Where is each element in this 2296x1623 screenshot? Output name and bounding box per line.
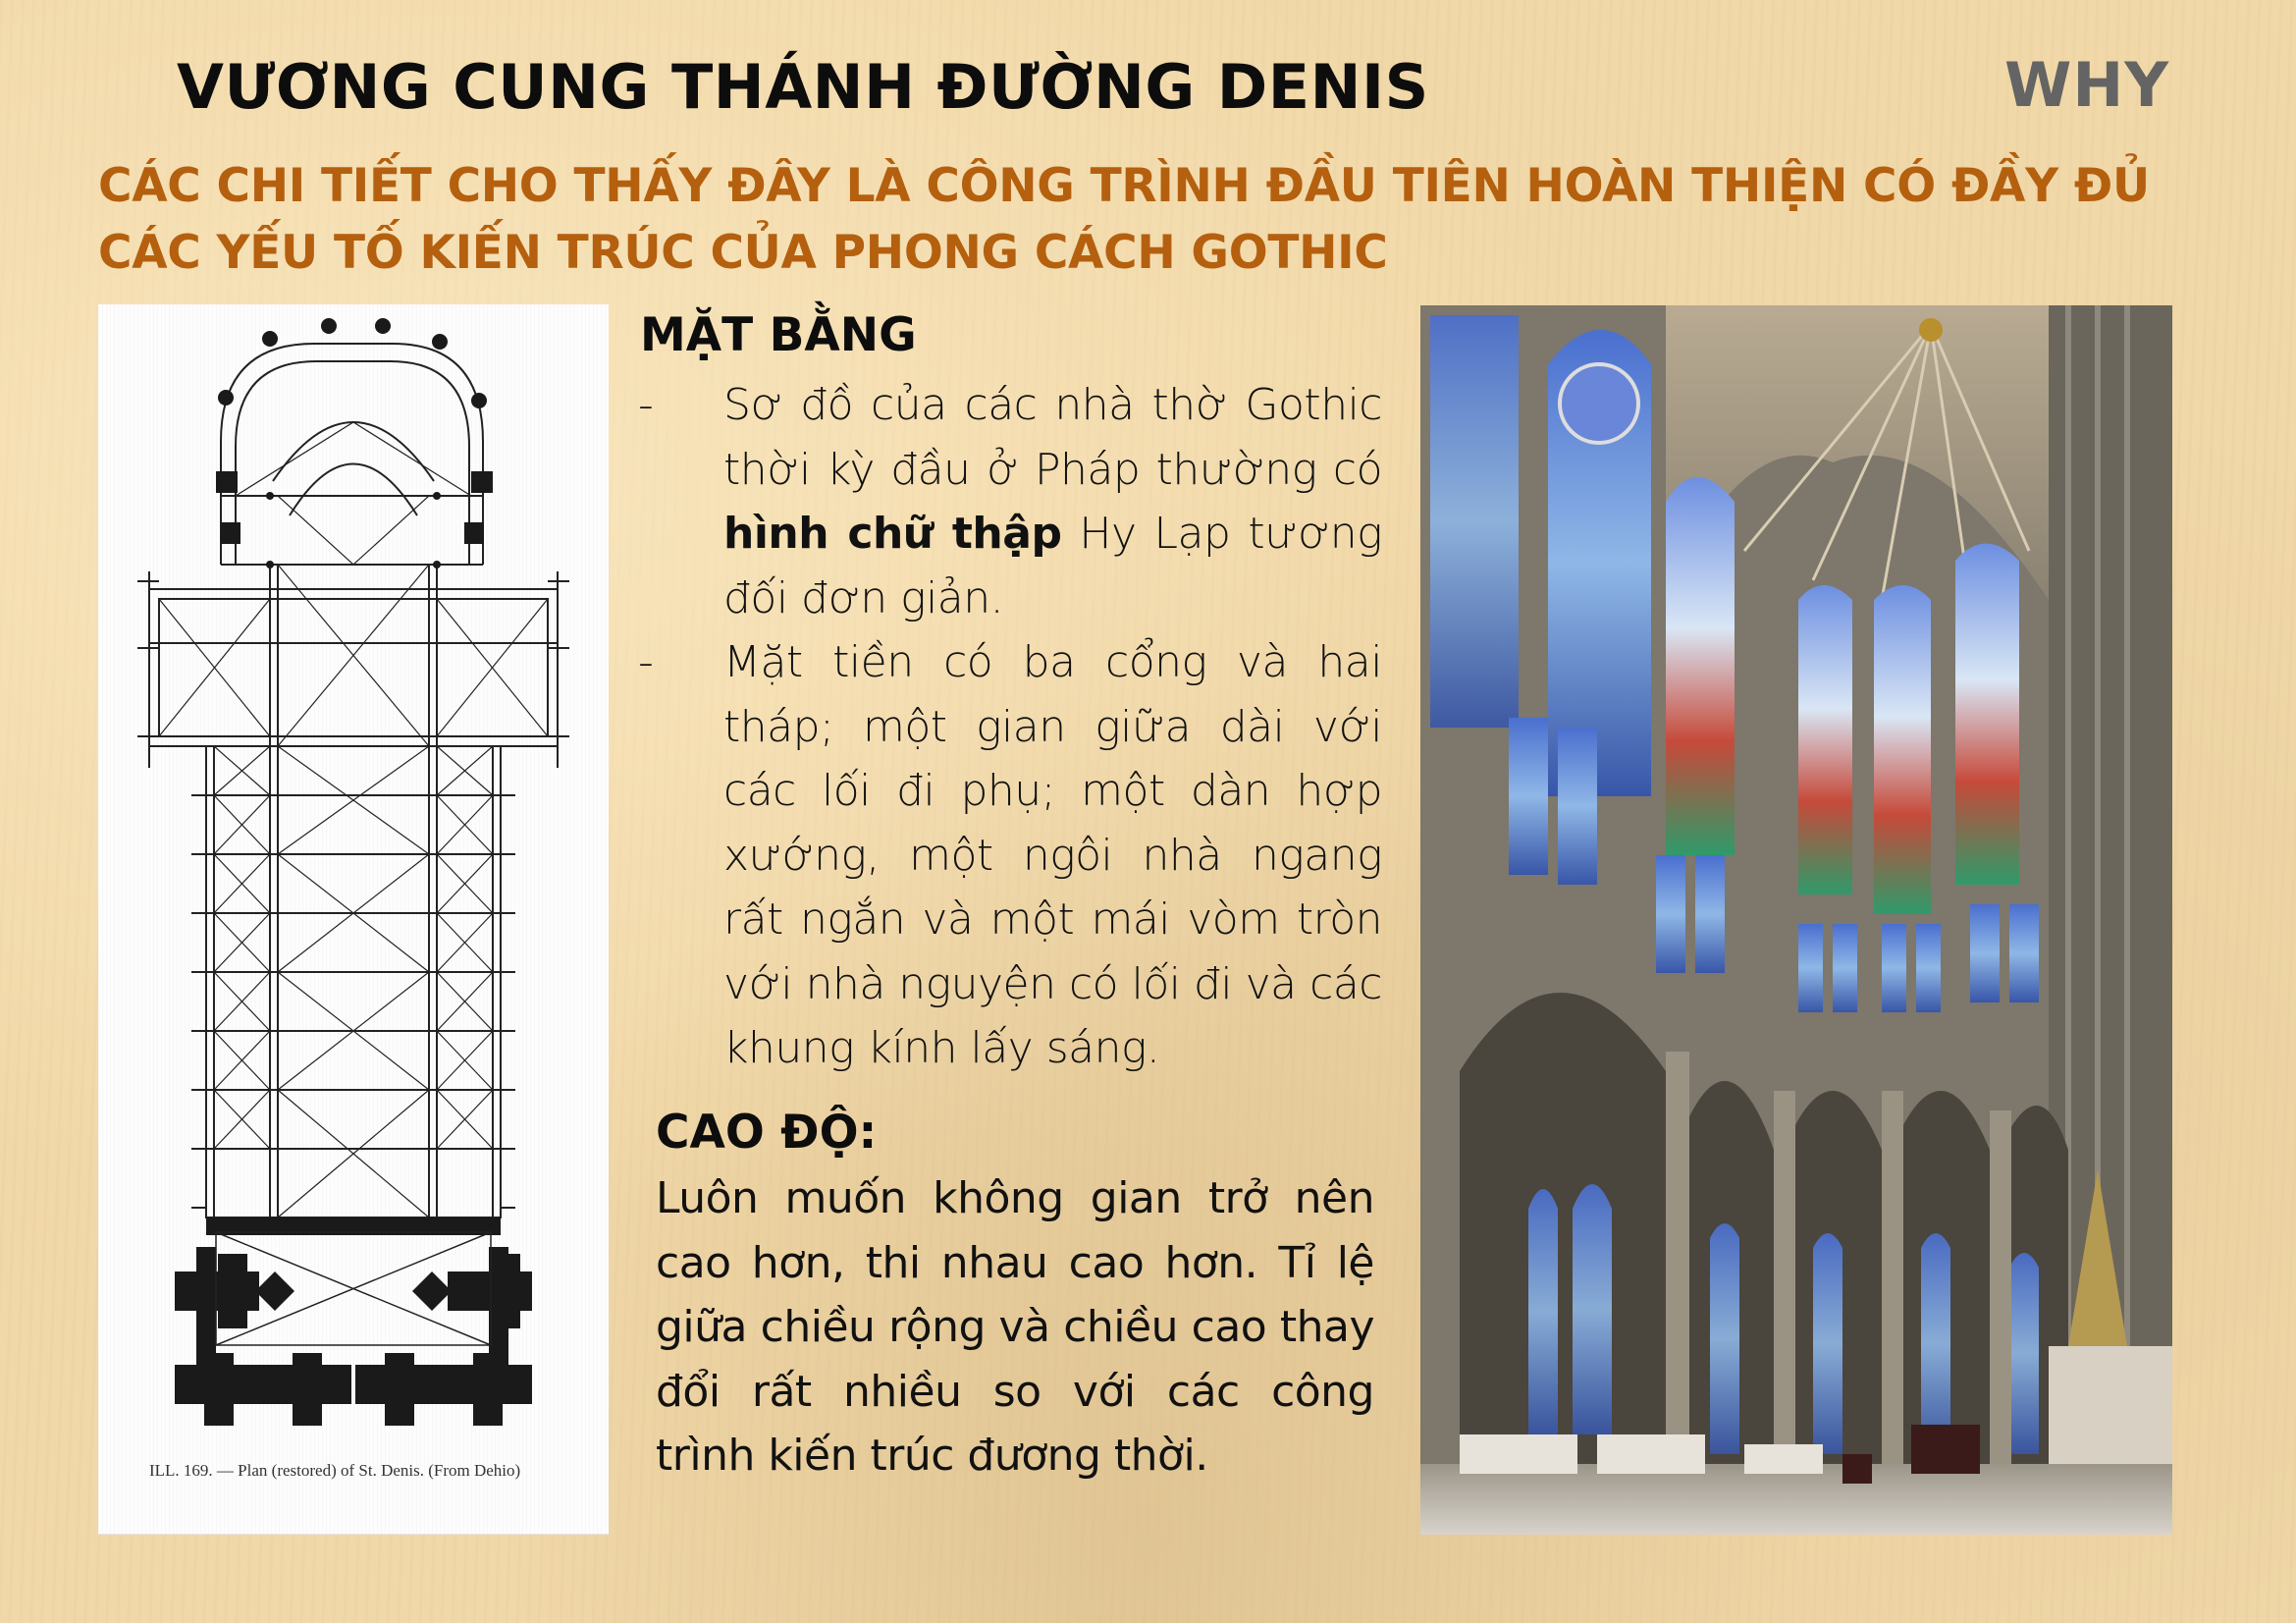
bullet-dash: -: [638, 637, 654, 687]
slide-title: VƯƠNG CUNG THÁNH ĐƯỜNG DENIS: [177, 51, 1429, 123]
stained-glass-interior-icon: [1420, 305, 2172, 1535]
floor-plan-image: [98, 304, 609, 1534]
bullet-item: [638, 630, 1382, 1081]
cathedral-interior-photo: [1420, 305, 2172, 1535]
bullet-bold-text: hình chữ thập: [723, 509, 1062, 559]
section-heading-elevation: CAO ĐỘ:: [656, 1106, 878, 1160]
bullet-dash: -: [638, 380, 654, 430]
floor-plan-bullets: [638, 373, 1382, 1081]
bullet-text: Hy Lạp tương đối đơn giản.: [723, 509, 1382, 623]
bullet-text: Mặt tiền có ba cổng và hai tháp; một gian giữa dài với các lối đi phụ; một dàn hợp xướng, một ngôi nhà ngang rất ngắn và một mái vòm tròn với nhà nguyện có lối đi và các khung kính lấy sáng.: [723, 637, 1382, 1073]
why-tag: WHY: [2004, 49, 2170, 121]
bullet-item: [638, 373, 1382, 630]
bullet-text: Sơ đồ của các nhà thờ Gothic thời kỳ đầu ở Pháp thường có: [723, 380, 1382, 495]
section-heading-floor-plan: MẶT BẰNG: [640, 308, 917, 362]
floor-plan-caption: ILL. 169. — Plan (restored) of St. Denis. (From Dehio): [149, 1461, 521, 1480]
elevation-paragraph: Luôn muốn không gian trở nên cao hơn, thi nhau cao hơn. Tỉ lệ giữa chiều rộng và chiều cao thay đổi rất nhiều so với các công trình kiến trúc đương thời.: [656, 1173, 1374, 1481]
floor-plan-drawing-icon: [98, 304, 609, 1534]
slide-subtitle: CÁC CHI TIẾT CHO THẤY ĐÂY LÀ CÔNG TRÌNH ĐẦU TIÊN HOÀN THIỆN CÓ ĐẦY ĐỦ CÁC YẾU TỐ KIẾN TRÚC CỦA PHONG CÁCH GOTHIC: [98, 159, 2150, 280]
